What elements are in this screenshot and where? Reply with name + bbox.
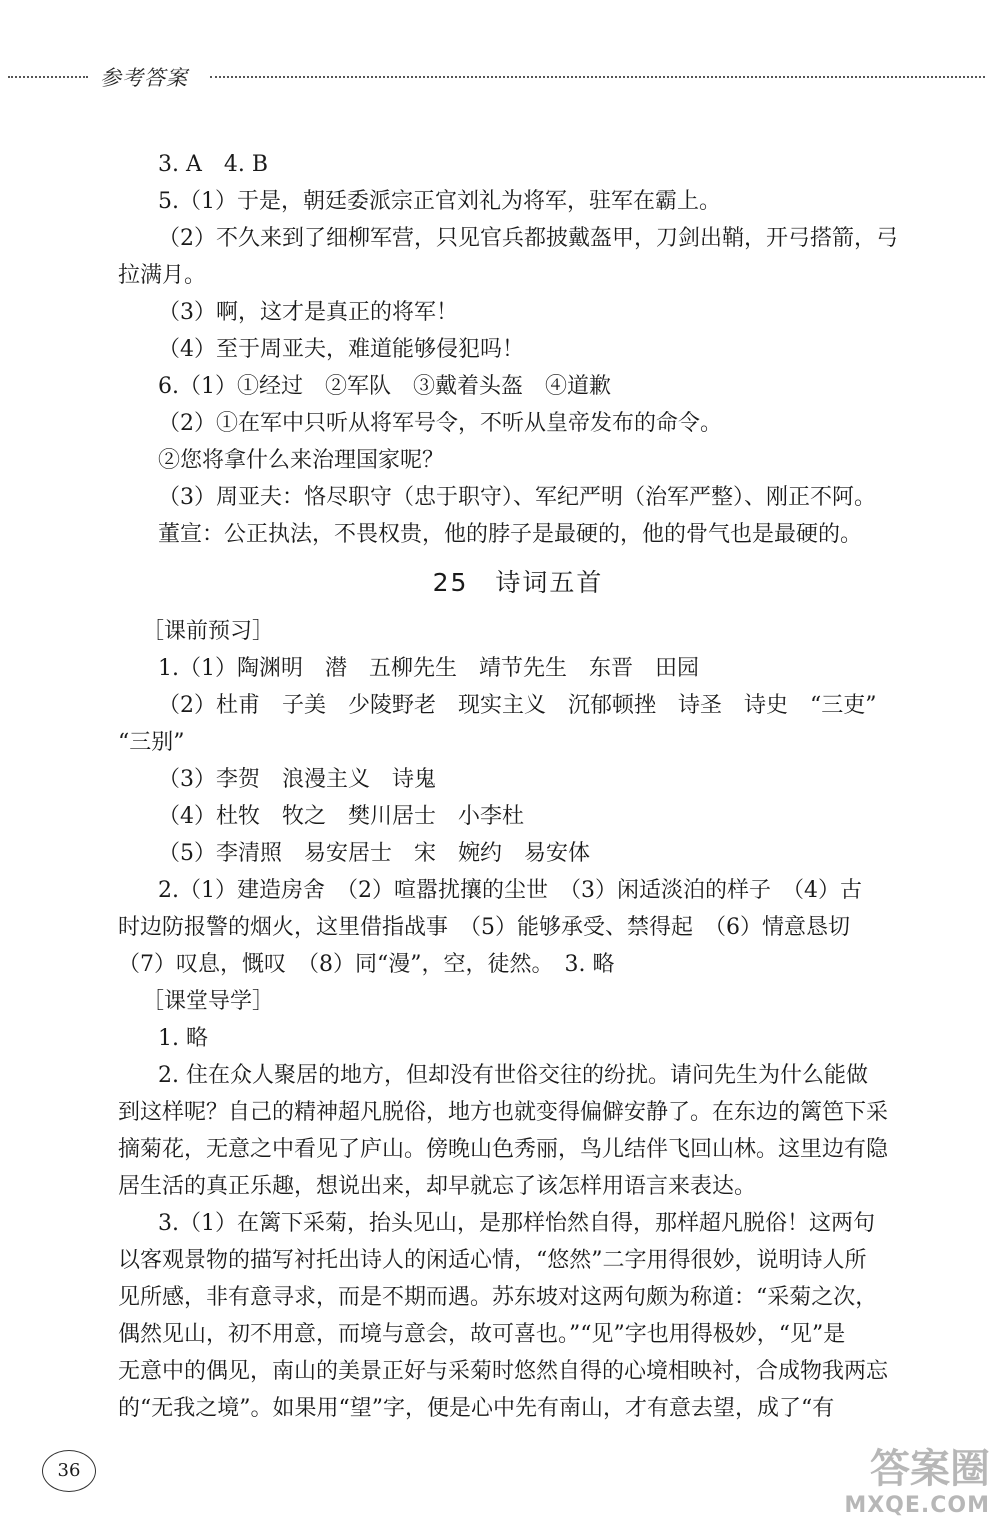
text-line: （5）李清照 易安居士 宋 婉约 易安体 [158,841,590,866]
text-line: 摘菊花，无意之中看见了庐山。傍晚山色秀丽，鸟儿结伴飞回山林。这里边有隐 [118,1137,889,1162]
header-dotted-rule-left [8,76,88,78]
text-line: 见所感，非有意寻求，而是不期而遇。苏东坡对这两句颇为称道：“采菊之次， [118,1285,878,1310]
text-line: 2. 住在众人聚居的地方，但却没有世俗交往的纷扰。请问先生为什么能做 [158,1063,868,1088]
section-heading: ［课前预习］ [142,619,275,644]
text-line: 时边防报警的烟火，这里借指战事 （5）能够承受、禁得起 （6）情意恳切 [118,915,850,940]
text-line: 6.（1）①经过 ②军队 ③戴着头盔 ④道歉 [158,374,611,399]
text-line: （3）周亚夫：恪尽职守（忠于职守）、军纪严明（治军严整）、刚正不阿。 [158,485,876,510]
header-dotted-rule-right [210,76,985,78]
text-line: 到这样呢？自己的精神超凡脱俗，地方也就变得偏僻安静了。在东边的篱笆下采 [118,1100,889,1125]
text-line: （2）不久来到了细柳军营，只见官兵都披戴盔甲，刀剑出鞘，开弓搭箭，弓 [158,226,898,251]
text-line: 偶然见山，初不用意，而境与意会，故可喜也。”“见”字也用得极妙，“见”是 [118,1322,846,1347]
lesson-title: 25 诗词五首 [432,568,604,597]
text-line: 3. A 4. B [158,152,269,177]
text-line: “三别” [118,730,185,755]
text-line: 5.（1）于是，朝廷委派宗正官刘礼为将军，驻军在霸上。 [158,189,721,214]
page-number: 36 [42,1450,96,1492]
text-line: 的“无我之境”。如果用“望”字，便是心中先有南山，才有意去望，成了“有 [118,1396,835,1421]
text-line: 居生活的真正乐趣，想说出来，却早就忘了该怎样用语言来表达。 [118,1174,757,1199]
watermark-text: 答案圈 [870,1446,990,1492]
text-line: （3）啊，这才是真正的将军！ [158,300,458,325]
text-line: 1.（1）陶渊明 潜 五柳先生 靖节先生 东晋 田园 [158,656,699,681]
text-line: ②您将拿什么来治理国家呢？ [158,448,445,473]
watermark-logo [800,1445,990,1525]
text-line: （2）杜甫 子美 少陵野老 现实主义 沉郁顿挫 诗圣 诗史 “三吏” [158,693,877,718]
text-line: 以客观景物的描写衬托出诗人的闲适心情，“悠然”二字用得很妙，说明诗人所 [118,1248,867,1273]
text-line: （7）叹息，慨叹 （8）同“漫”，空，徒然。 3. 略 [118,952,615,977]
text-line: （3）李贺 浪漫主义 诗鬼 [158,767,436,792]
text-line: 拉满月。 [118,263,207,288]
text-line: 董宣：公正执法，不畏权贵，他的脖子是最硬的，他的骨气也是最硬的。 [158,522,863,547]
page-header [0,62,1000,92]
answer-text-body [118,146,918,1427]
text-line: （4）至于周亚夫，难道能够侵犯吗！ [158,337,524,362]
text-line: 3.（1）在篱下采菊，抬头见山，是那样怡然自得，那样超凡脱俗！这两句 [158,1211,875,1236]
text-line: 1. 略 [158,1026,208,1051]
text-line: （2）①在军中只听从将军号令，不听从皇帝发布的命令。 [158,411,722,436]
header-title: 参考答案 [100,66,188,90]
text-line: 无意中的偶见，南山的美景正好与采菊时悠然自得的心境相映衬，合成物我两忘 [118,1359,889,1384]
watermark-url: MXQE.COM [844,1493,990,1518]
section-heading: ［课堂导学］ [142,989,275,1014]
text-line: 2.（1）建造房舍 （2）喧嚣扰攘的尘世 （3）闲适淡泊的样子 （4）古 [158,878,862,903]
text-line: （4）杜牧 牧之 樊川居士 小李杜 [158,804,524,829]
